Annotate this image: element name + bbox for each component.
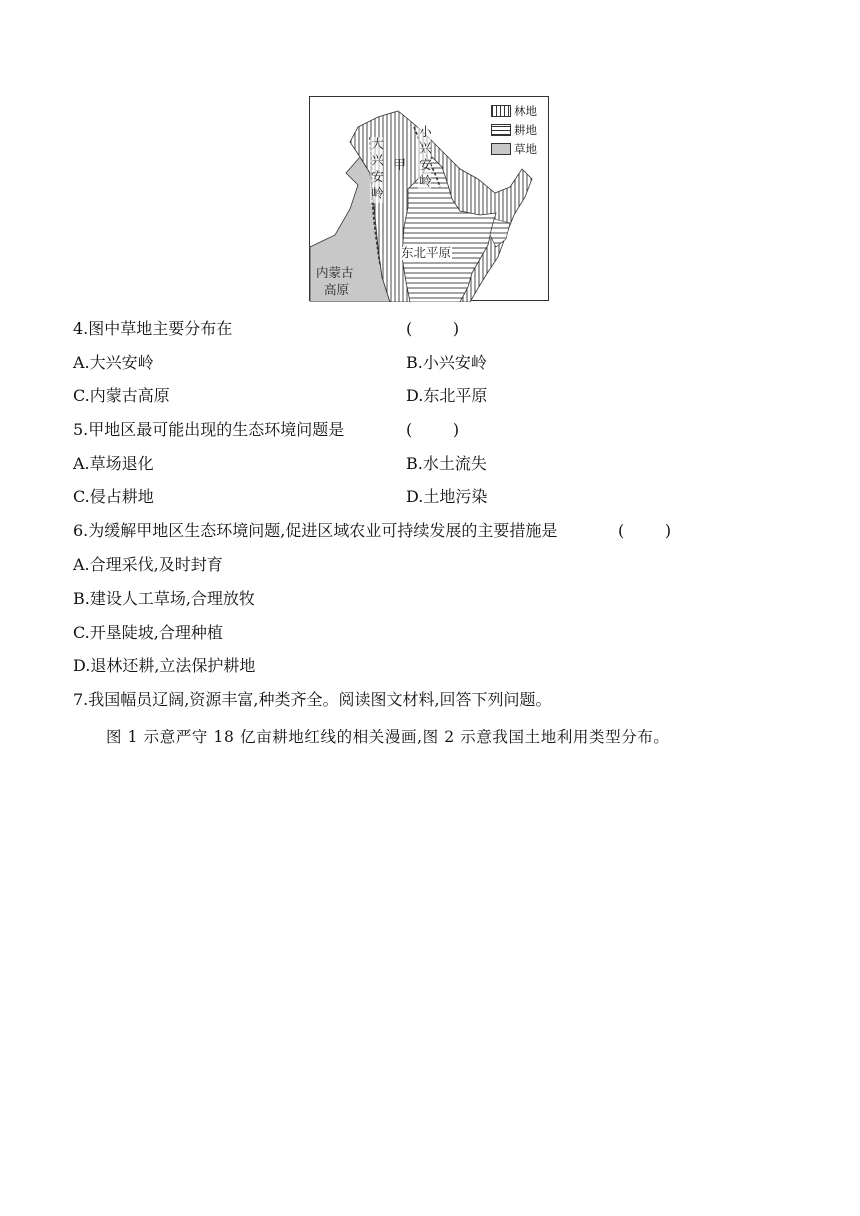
label-jia: 甲: [393, 158, 407, 173]
question-7-stem: 7.我国幅员辽阔,资源丰富,种类齐全。阅读图文材料,回答下列问题。: [73, 690, 552, 709]
grassland-swatch: [491, 143, 511, 155]
q6-option-c[interactable]: C.开垦陡坡,合理种植: [73, 623, 223, 642]
q6-option-b[interactable]: B.建设人工草场,合理放牧: [73, 589, 255, 608]
q4-option-c[interactable]: C.内蒙古高原: [73, 386, 170, 405]
q4-option-a[interactable]: A.大兴安岭: [73, 353, 154, 372]
land-use-map: [309, 96, 549, 301]
legend-item-grassland: [491, 139, 547, 158]
question-5-stem: 5.甲地区最可能出现的生态环境问题是: [73, 420, 345, 439]
map-legend: [491, 101, 547, 158]
q6-option-a[interactable]: A.合理采伐,及时封育: [73, 555, 223, 574]
q5-option-c[interactable]: C.侵占耕地: [73, 487, 154, 506]
label-da-xing-an: 大兴安岭: [369, 137, 385, 203]
legend-item-forest: [491, 101, 547, 120]
question-6-stem: 6.为缓解甲地区生态环境问题,促进区域农业可持续发展的主要措施是: [73, 521, 558, 540]
q5-option-a[interactable]: A.草场退化: [73, 454, 154, 473]
legend-label: 耕地: [514, 122, 537, 137]
question-4-stem: 4.图中草地主要分布在: [73, 319, 233, 338]
forest-swatch: [491, 105, 511, 117]
label-inner-mongolia-1: 内蒙古: [316, 265, 354, 280]
label-inner-mongolia-2: 高原: [324, 282, 350, 297]
q5-option-d[interactable]: D.土地污染: [406, 487, 488, 506]
cropland-swatch: [491, 124, 511, 136]
q5-option-b[interactable]: B.水土流失: [406, 454, 487, 473]
answer-blank-4[interactable]: ( ): [406, 319, 460, 338]
answer-blank-5[interactable]: ( ): [406, 420, 460, 439]
legend-label: 林地: [514, 103, 537, 118]
legend-item-cropland: [491, 120, 547, 139]
answer-blank-6[interactable]: ( ): [618, 521, 672, 540]
q4-option-b[interactable]: B.小兴安岭: [406, 353, 487, 372]
figure-caption: 图 1 示意严守 18 亿亩耕地红线的相关漫画,图 2 示意我国土地利用类型分布。: [106, 728, 670, 746]
legend-label: 草地: [514, 141, 537, 156]
label-xiao-xing-an: 小兴安岭: [417, 125, 433, 191]
label-plain: 东北平原: [401, 245, 452, 260]
q6-option-d[interactable]: D.退林还耕,立法保护耕地: [73, 656, 256, 675]
q4-option-d[interactable]: D.东北平原: [406, 386, 488, 405]
